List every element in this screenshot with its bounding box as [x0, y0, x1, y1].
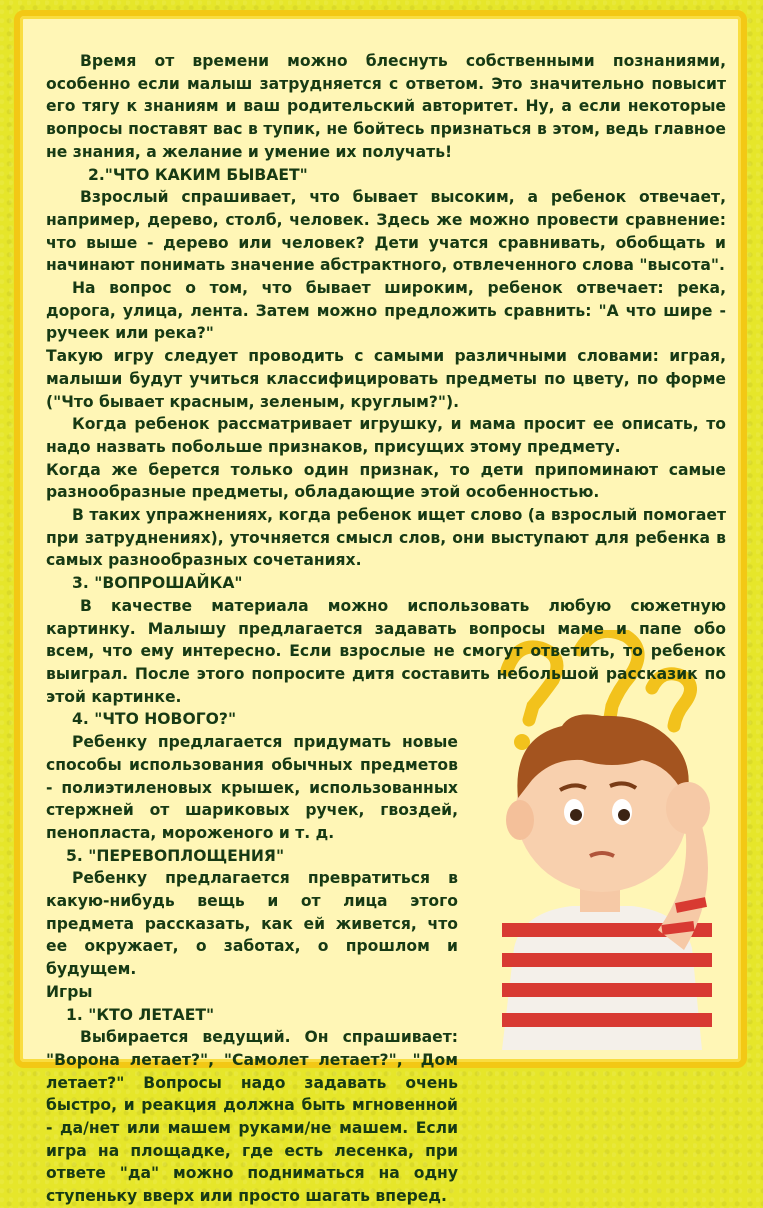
- paragraph: Ребенку предлагается превратиться в какую-нибудь вещь и от лица этого предмета рассказать, как ей живется, что ее окружает, о заботах, о прошлом и будущем.: [46, 869, 458, 979]
- article-text: [46, 50, 726, 1208]
- section-heading-4: 4. "ЧТО НОВОГО?": [72, 710, 237, 729]
- paragraph: Выбирается ведущий. Он спрашивает: "Ворона летает?", "Самолет летает?", "Дом летает?" Вопросы надо задавать очень быстро, и реакция должна быть мгновенной - да/нет или машем руками/не машем. Если игра на площадке, где есть лесенка, при ответе "да" можно подниматься на одну ступеньку вверх или просто шагать вперед.: [46, 1028, 458, 1206]
- paragraph: В качестве материала можно использовать любую сюжетную картинку. Малышу предлагается задавать вопросы маме и папе обо всем, что ему интересно. Если взрослые не смогут ответить, то ребенок выиграл. После этого попросите дитя составить небольшой рассказик по этой картинке.: [46, 596, 726, 706]
- games-heading: Игры: [46, 982, 93, 1001]
- section-heading-5: 5. "ПЕРЕВОПЛОЩЕНИЯ": [66, 846, 285, 865]
- section-heading-2: 2."ЧТО КАКИМ БЫВАЕТ": [88, 165, 308, 184]
- section-heading-3: 3. "ВОПРОШАЙКА": [72, 574, 243, 593]
- paragraph: На вопрос о том, что бывает широким, ребенок отвечает: река, дорога, улица, лента. Затем можно предложить сравнить: "А что шире - ручеек или река?": [46, 279, 726, 343]
- paragraph: Взрослый спрашивает, что бывает высоким, а ребенок отвечает, например, дерево, столб, человек. Здесь же можно провести сравнение: что выше - дерево или человек? Дети учатся сравнивать, обобщать и начинают понимать значение абстрактного, отвлеченного слова "высота".: [46, 188, 726, 275]
- paragraph: Ребенку предлагается придумать новые способы использования обычных предметов - полиэтиленовых крышек, использованных стержней от шариковых ручек, гвоздей, пенопласта, мороженого и т. д.: [46, 733, 458, 842]
- paragraph: В таких упражнениях, когда ребенок ищет слово (а взрослый помогает при затруднениях), уточняется смысл слов, они выступают для ребенка в самых разнообразных сочетаниях.: [46, 506, 727, 570]
- paragraph: Когда ребенок рассматривает игрушку, и мама просит ее описать, то надо назвать побольше признаков, присущих этому предмету.: [46, 415, 726, 456]
- intro-paragraph: Время от времени можно блеснуть собственными познаниями, особенно если малыш затрудняется с ответом. Это значительно повысит его тягу к знаниям и ваш родительский авторитет. Ну, а если некоторые вопросы поставят вас в тупик, не бойтесь признаться в этом, ведь главное не знания, а желание и умение их получать!: [46, 52, 726, 161]
- paragraph: Такую игру следует проводить с самыми различными словами: играя, малыши будут учиться классифицировать предметы по цвету, по форме ("Что бывает красным, зеленым, круглым?").: [46, 347, 726, 411]
- game-heading-1: 1. "КТО ЛЕТАЕТ": [66, 1005, 215, 1024]
- paragraph: Когда же берется только один признак, то дети припоминают самые разнообразные предметы, обладающие этой особенностью.: [46, 460, 726, 502]
